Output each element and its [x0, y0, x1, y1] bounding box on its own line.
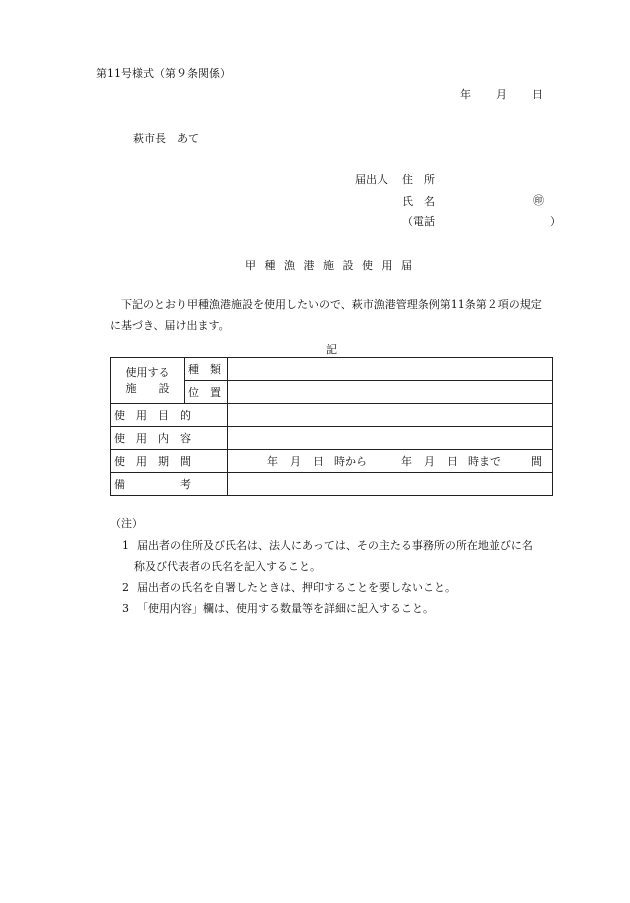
purpose-value-cell[interactable]: [228, 404, 553, 427]
note-1-number: 1: [122, 539, 129, 552]
content-value-cell[interactable]: [228, 427, 553, 450]
table-row-period: [111, 450, 553, 473]
period-value-cell[interactable]: [228, 450, 553, 473]
page-title: 甲種漁港施設使用届: [245, 259, 421, 272]
date-day: 日: [532, 88, 543, 101]
period-year-to: 年: [401, 454, 412, 468]
facility-group-bottom: 施 設: [125, 382, 170, 395]
table-row-remarks: [111, 473, 553, 496]
remarks-value-cell[interactable]: [228, 473, 553, 496]
period-span: 間: [531, 454, 542, 468]
purpose-label: 使 用 目 的: [111, 404, 228, 427]
form-table: [110, 357, 553, 496]
note-3-line-1: 「使用内容」欄は、使用する数量等を詳細に記入すること。: [137, 602, 434, 615]
facility-group-cell: [111, 358, 185, 404]
period-hour-to: 時まで: [468, 454, 501, 468]
date-line: [460, 88, 543, 101]
notes-heading: （注）: [110, 517, 143, 530]
table-row-purpose: [111, 404, 553, 427]
kind-value-cell[interactable]: [228, 358, 553, 381]
period-month-to: 月: [424, 454, 435, 468]
note-2-line-1: 届出者の氏名を自署したときは、押印することを要しないこと。: [137, 581, 456, 594]
note-2-number: 2: [122, 581, 129, 594]
facility-group-top: 使用する: [125, 366, 170, 379]
body-line-1: 下記のとおり甲種漁港施設を使用したいので、萩市漁港管理条例第11条第２項の規定: [121, 298, 542, 311]
table-row-kind: [111, 358, 553, 381]
kind-label: 種 類: [185, 358, 228, 381]
period-day-from: 日: [313, 454, 324, 468]
form-number: 第11号様式（第９条関係）: [96, 67, 231, 80]
name-label: 氏 名: [402, 195, 435, 208]
phone-close: ）: [550, 215, 561, 228]
seal-mark: ㊞: [533, 194, 544, 207]
addressee: 萩市長 あて: [133, 132, 199, 145]
note-1-line-1: 届出者の住所及び氏名は、法人にあっては、その主たる事務所の所在地並びに名: [137, 539, 533, 552]
period-hour-from: 時から: [334, 454, 367, 468]
period-year-from: 年: [267, 454, 278, 468]
location-label: 位 置: [185, 381, 228, 404]
applicant-label: 届出人: [355, 173, 388, 186]
body-line-2: に基づき、届け出ます。: [110, 319, 230, 332]
address-label: 住 所: [402, 173, 435, 186]
date-year: 年: [460, 88, 471, 101]
period-day-to: 日: [447, 454, 458, 468]
period-month-from: 月: [290, 454, 301, 468]
date-month: 月: [496, 88, 507, 101]
note-1-line-2: 称及び代表者の氏名を記入すること。: [134, 560, 321, 573]
period-label: 使 用 期 間: [111, 450, 228, 473]
remarks-label: 備 考: [111, 473, 228, 496]
phone-open: （電話: [402, 215, 435, 228]
period-value: [234, 456, 549, 467]
table-row-content: [111, 427, 553, 450]
location-value-cell[interactable]: [228, 381, 553, 404]
note-3-number: 3: [122, 602, 129, 615]
content-label: 使 用 内 容: [111, 427, 228, 450]
ki-heading: 記: [326, 343, 337, 356]
